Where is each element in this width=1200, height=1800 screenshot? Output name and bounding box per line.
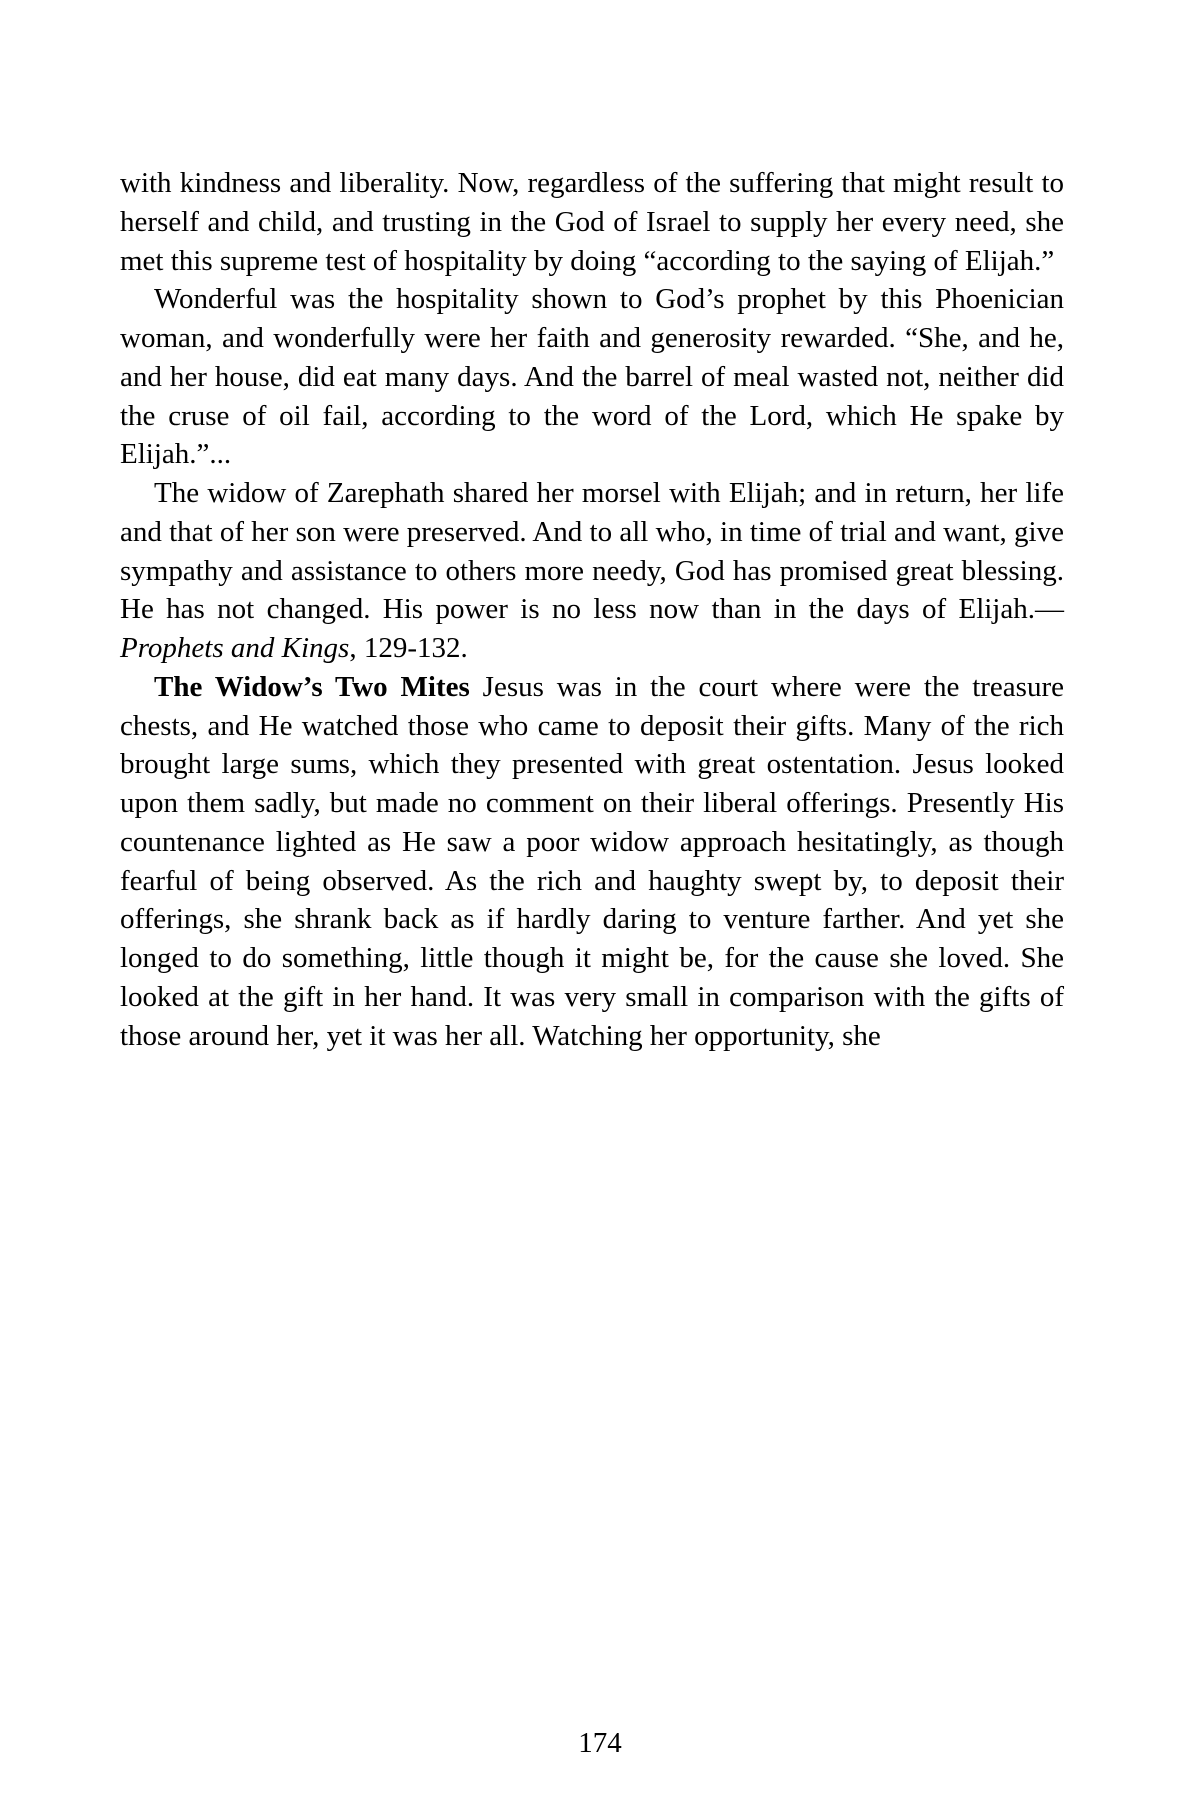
citation-pages: , 129-132. [349,632,468,664]
book-title-citation: Prophets and Kings [120,632,350,664]
paragraph-widow-zarephath [120,474,1064,668]
paragraph-widows-two-mites [120,668,1064,1056]
paragraph-wonderful-hospitality [120,280,1064,474]
paragraph-text: Wonderful was the hospitality shown to God’s prophet by this Phoenician woman, and wonderfully were her faith and generosity rewarded. “She, and he, and her house, did eat many days. And the barrel of meal wasted not, neither did the cruse of oil fail, according to the word of the Lord, which He spake by Elijah.”... [120,283,1064,471]
page-number: 174 [578,1727,622,1759]
paragraph-text: The widow of Zarephath shared her morsel with Elijah; and in return, her life and that of her son were preserved. And to all who, in time of trial and want, give sympathy and assistance to others more needy, God has promised great blessing. He has not changed. His power is no less now than in the days of Elijah.— [120,477,1064,626]
section-heading: The Widow’s Two Mites [154,670,470,703]
body-text [120,164,1064,1055]
paragraph-text: with kindness and liberality. Now, regardless of the suffering that might result to herself and child, and trusting in the God of Israel to supply her every need, she met this supreme test of hospitality by doing “according to the saying of Elijah.” [120,167,1064,277]
paragraph-kindness-liberality [120,164,1064,280]
paragraph-text: Jesus was in the court where were the treasure chests, and He watched those who came to deposit their gifts. Many of the rich brought large sums, which they presented with great ostentation. Jesus looked upon them sadly, but made no comment on their liberal offerings. Presently His countenance lighted as He saw a poor widow approach hesitatingly, as though fearful of being observed. As the rich and haughty swept by, to deposit their offerings, she shrank back as if hardly daring to venture farther. And yet she longed to do something, little though it might be, for the cause she loved. She looked at the gift in her hand. It was very small in comparison with the gifts of those around her, yet it was her all. Watching her opportunity, she [120,670,1064,1052]
